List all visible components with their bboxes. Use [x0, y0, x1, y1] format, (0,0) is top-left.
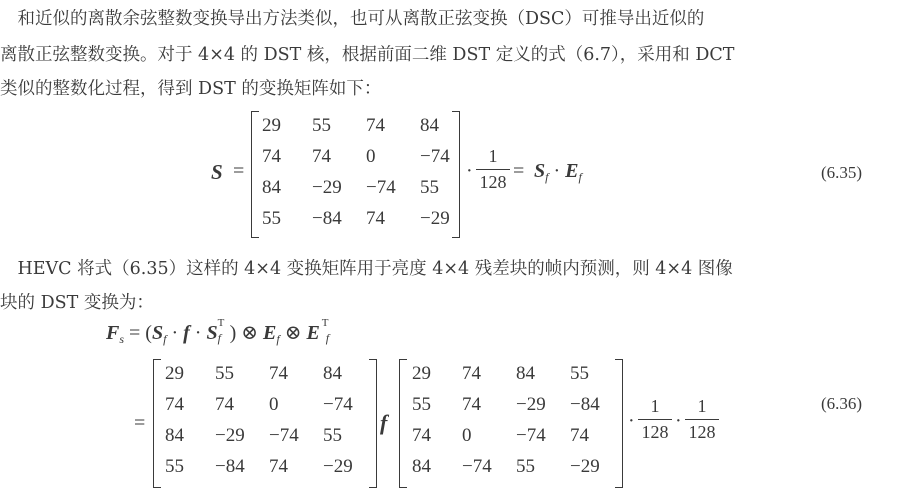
eq636-dot1: ·: [628, 410, 635, 432]
eq635-number: (6.35): [821, 163, 863, 182]
eq636-line1: [106, 317, 332, 347]
eq636-close: ) ⊗: [229, 322, 263, 344]
eq635-left-bracket: [251, 111, 259, 238]
matrix-cell: 0: [269, 394, 279, 415]
eq636-a-right-bracket: [369, 359, 377, 488]
matrix-cell: 55: [262, 208, 281, 229]
matrix-cell: 55: [570, 363, 589, 384]
paragraph1-line3: 类似的整数化过程，得到 DST 的变换矩阵如下：: [0, 79, 382, 99]
eq636-F-sub: s: [119, 332, 125, 346]
fraction-bar: [476, 169, 510, 170]
matrix-cell: 29: [412, 363, 431, 384]
eq636-F: F: [106, 322, 120, 344]
eq636-S1-sub: f: [163, 332, 167, 346]
eq636-mid2: ·: [189, 322, 207, 344]
eq636-frac2-num: 1: [697, 396, 707, 416]
matrix-cell: −74: [462, 456, 492, 477]
matrix-cell: 74: [269, 363, 288, 384]
matrix-cell: 84: [516, 363, 535, 384]
matrix-cell: −84: [215, 456, 245, 477]
matrix-cell: 74: [462, 394, 481, 415]
eq635-frac-den: 128: [479, 172, 507, 192]
eq636-E2-scripts: [320, 317, 332, 345]
matrix-cell: −74: [323, 394, 353, 415]
fraction-bar: [685, 419, 719, 420]
paragraph2-line2: 块的 DST 变换为：: [0, 293, 154, 313]
matrix-cell: 74: [312, 146, 331, 167]
matrix-cell: −84: [312, 208, 342, 229]
eq636-a-left-bracket: [153, 359, 161, 488]
eq636-eq-open: = (: [129, 322, 152, 344]
matrix-cell: 55: [312, 115, 331, 136]
matrix-cell: −74: [269, 425, 299, 446]
matrix-cell: −29: [420, 208, 450, 229]
matrix-cell: 0: [366, 146, 376, 167]
matrix-cell: 84: [412, 456, 431, 477]
matrix-cell: 74: [366, 115, 385, 136]
eq636-S2-sup: T: [217, 317, 225, 329]
matrix-cell: −29: [215, 425, 245, 446]
eq635-lhs-S: S: [211, 160, 223, 184]
eq636-S2-sub: f: [217, 331, 221, 345]
matrix-cell: −74: [366, 177, 396, 198]
eq636-frac1-den: 128: [641, 422, 669, 442]
paragraph1-line2: 离散正弦整数变换。对于 4×4 的 DST 核，根据前面二维 DST 定义的式（6.7），采用和 DCT: [0, 45, 735, 65]
matrix-cell: 74: [366, 208, 385, 229]
matrix-cell: −29: [323, 456, 353, 477]
matrix-cell: 55: [165, 456, 184, 477]
eq636-fraction1: [638, 396, 672, 443]
eq636-otimes: ⊗: [279, 322, 307, 344]
matrix-cell: 55: [412, 394, 431, 415]
eq636-S2: S: [206, 322, 218, 344]
eq635-rhs-equals: =: [513, 160, 525, 182]
eq636-E2: E: [306, 322, 320, 344]
matrix-cell: −29: [570, 456, 600, 477]
eq635-rhs: [534, 160, 582, 185]
matrix-cell: −84: [570, 394, 600, 415]
eq636-b-left-bracket: [399, 359, 407, 488]
eq635-dot: ·: [466, 160, 473, 182]
matrix-cell: 84: [165, 425, 184, 446]
matrix-cell: 74: [570, 425, 589, 446]
eq636-number: (6.36): [821, 394, 863, 413]
matrix-cell: −74: [516, 425, 546, 446]
matrix-cell: 29: [165, 363, 184, 384]
matrix-cell: 84: [323, 363, 342, 384]
eq635-equals: =: [233, 160, 245, 182]
matrix-cell: 55: [215, 363, 234, 384]
eq635-rhs-S-sub: f: [545, 170, 549, 184]
paragraph1-line1: 和近似的离散余弦整数变换导出方法类似，也可从离散正弦变换（DSC）可推导出近似的: [0, 9, 705, 29]
matrix-cell: 74: [262, 146, 281, 167]
matrix-cell: 0: [462, 425, 472, 446]
matrix-cell: 29: [262, 115, 281, 136]
matrix-cell: 74: [215, 394, 234, 415]
eq636-f-symbol: f: [380, 410, 388, 435]
eq636-equals: =: [134, 412, 146, 434]
matrix-cell: −29: [312, 177, 342, 198]
eq635-rhs-E: E: [565, 160, 579, 182]
eq636-S2-scripts: [217, 317, 230, 345]
eq635-fraction: [476, 146, 510, 193]
paragraph2-line1: HEVC 将式（6.35）这样的 4×4 变换矩阵用于亮度 4×4 残差块的帧内预测，则 4×4 图像: [0, 259, 733, 279]
fraction-bar: [638, 419, 672, 420]
matrix-cell: 74: [412, 425, 431, 446]
matrix-cell: 74: [165, 394, 184, 415]
matrix-cell: 84: [262, 177, 281, 198]
eq635-frac-num: 1: [488, 146, 498, 166]
matrix-cell: 74: [269, 456, 288, 477]
eq636-mid1: ·: [166, 322, 184, 344]
matrix-cell: −29: [516, 394, 546, 415]
matrix-cell: 55: [420, 177, 439, 198]
eq635-right-bracket: [452, 111, 460, 238]
eq636-S1: S: [151, 322, 164, 344]
eq636-b-right-bracket: [615, 359, 623, 488]
matrix-cell: 55: [516, 456, 535, 477]
eq636-f: f: [183, 322, 190, 344]
eq636-fraction2: [685, 396, 719, 443]
eq636-E2-sub: f: [325, 331, 330, 345]
matrix-cell: 74: [462, 363, 481, 384]
matrix-cell: −74: [420, 146, 450, 167]
eq636-frac2-den: 128: [688, 422, 716, 442]
eq635-rhs-E-sub: f: [578, 170, 582, 184]
matrix-cell: 55: [323, 425, 342, 446]
eq635-rhs-dot: ·: [553, 160, 561, 182]
eq636-E1-sub: f: [276, 332, 280, 346]
eq636-dot2: ·: [675, 410, 682, 432]
eq636-E2-sup: T: [321, 317, 329, 329]
eq636-frac1-num: 1: [650, 396, 660, 416]
eq636-E1: E: [263, 322, 277, 344]
eq635-rhs-S: S: [534, 160, 546, 182]
matrix-cell: 84: [420, 115, 439, 136]
